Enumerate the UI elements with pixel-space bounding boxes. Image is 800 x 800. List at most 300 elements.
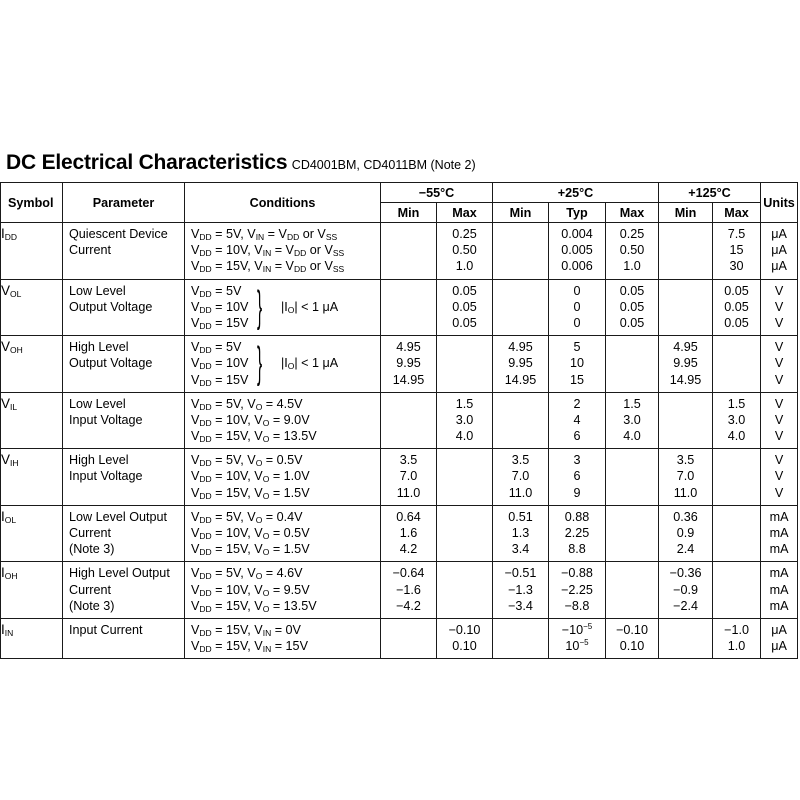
units-value: V — [774, 469, 784, 484]
typ-25c-value: 4 — [573, 412, 581, 427]
typ-25c-value: 2.25 — [564, 526, 590, 540]
condition-line: $V_{DD} = 10V$, $V_O = 0.5V$ — [191, 526, 310, 541]
min-25c-value — [493, 226, 548, 242]
min-55c-value — [381, 283, 436, 299]
condition-line: $V_{DD} = 10V$, $V_O = 1.0V$ — [191, 469, 310, 485]
max-55c-value: 1.5 — [455, 396, 474, 411]
condition-line: $V_{DD} = 15V$ — [191, 315, 249, 331]
header-min: Min — [381, 203, 437, 223]
header-min: Min — [659, 203, 713, 223]
parameter-text: Output Voltage — [69, 299, 153, 314]
min-25c-value — [493, 258, 548, 274]
max-125c-cell — [713, 392, 761, 449]
max-25c-value — [606, 452, 658, 468]
parameter-cell — [63, 449, 185, 506]
parameter-text: Low Level — [69, 396, 126, 411]
symbol-cell — [1, 336, 63, 393]
max-55c-value: 4.0 — [455, 429, 474, 444]
section-title — [6, 151, 476, 175]
condition-line: $V_{DD} = 10V$ — [191, 299, 249, 315]
min-125c-cell — [659, 449, 713, 506]
units-value: V — [774, 453, 784, 468]
max-55c-value — [437, 509, 492, 525]
min-25c-value — [493, 622, 548, 638]
parameter-text: Input Voltage — [69, 412, 143, 427]
parameter-cell — [63, 562, 185, 619]
parameter-cell — [63, 279, 185, 336]
max-55c-value — [437, 598, 492, 614]
min-55c-value — [381, 258, 436, 274]
condition-line: $V_{DD} = 5V$, $V_O = 4.6V$ — [191, 566, 303, 582]
max-125c-value: 7.5 — [727, 227, 746, 241]
max-25c-cell — [606, 618, 659, 658]
typ-25c-value: 0 — [573, 315, 581, 330]
min-125c-value: 14.95 — [669, 372, 702, 387]
min-55c-value — [381, 428, 436, 444]
condition-line: $V_{DD} = 15V$, $V_O = 1.5V$ — [191, 542, 310, 558]
max-125c-value: 15 — [729, 243, 744, 258]
condition-line: $V_{DD} = 10V$ — [191, 356, 249, 372]
min-55c-cell — [381, 618, 437, 658]
parameter-text: High Level — [69, 340, 129, 355]
max-55c-cell — [437, 223, 493, 280]
min-55c-value: 1.6 — [399, 526, 418, 540]
max-25c-cell — [606, 505, 659, 562]
header-units: Units — [761, 183, 798, 223]
min-125c-value — [659, 396, 712, 412]
max-25c-value — [606, 372, 658, 388]
units-value: V — [774, 485, 784, 500]
typ-25c-value: 0.88 — [564, 509, 590, 524]
max-55c-cell — [437, 336, 493, 393]
min-55c-value — [381, 315, 436, 331]
units-cell — [761, 449, 798, 506]
min-125c-value: 11.0 — [673, 485, 698, 500]
min-125c-value: 4.95 — [673, 340, 698, 355]
max-25c-value — [606, 541, 658, 557]
min-55c-value — [381, 299, 436, 315]
title-parts: CD4001BM, CD4011BM (Note 2) — [291, 158, 476, 172]
max-25c-value — [606, 565, 658, 581]
min-25c-value: −1.3 — [508, 582, 533, 597]
min-55c-value: 14.95 — [392, 372, 425, 387]
conditions-cell — [185, 618, 381, 658]
min-125c-value: 7.0 — [676, 469, 695, 484]
min-125c-value: 0.9 — [676, 526, 695, 540]
min-125c-cell — [659, 505, 713, 562]
max-55c-value: 0.10 — [452, 639, 477, 654]
min-55c-value — [381, 412, 436, 428]
units-cell — [761, 223, 798, 280]
parameter-text: Current — [69, 582, 111, 597]
max-25c-value — [606, 582, 658, 598]
table-row — [1, 392, 798, 449]
max-125c-value: 3.0 — [727, 412, 746, 427]
min-25c-value: 1.3 — [511, 526, 530, 540]
max-125c-cell — [713, 562, 761, 619]
min-25c-cell — [493, 449, 549, 506]
max-25c-value: 0.05 — [619, 315, 645, 330]
min-25c-value — [493, 396, 548, 412]
min-25c-value: 4.95 — [508, 340, 533, 355]
max-25c-value: 4.0 — [623, 429, 641, 444]
min-55c-cell — [381, 449, 437, 506]
condition-line: $V_{DD} = 15V$, $V_O = 13.5V$ — [191, 598, 317, 614]
parameter-text: (Note 3) — [69, 542, 115, 557]
symbol-text: $V_{OL}$ — [1, 282, 22, 299]
max-25c-value — [606, 355, 658, 371]
min-125c-value: −0.36 — [669, 566, 702, 581]
typ-25c-value: 10 — [569, 356, 584, 371]
condition-line: $V_{DD} = 10V$, $V_O = 9.0V$ — [191, 412, 310, 428]
max-55c-value — [437, 525, 492, 541]
min-125c-value — [659, 226, 712, 242]
min-125c-value — [659, 299, 712, 315]
units-cell — [761, 392, 798, 449]
condition-note: $|I_O| < 1$ μA — [281, 299, 339, 315]
max-25c-value: 0.10 — [619, 639, 645, 654]
condition-note: $|I_O| < 1$ μA — [281, 356, 339, 372]
max-25c-value: 3.0 — [623, 412, 641, 427]
parameter-text: High Level — [69, 453, 129, 468]
parameter-text: Current — [69, 526, 111, 540]
parameter-text: Output Voltage — [69, 356, 153, 371]
symbol-text: $I_{IN}$ — [1, 621, 14, 638]
min-55c-cell — [381, 223, 437, 280]
typ-25c-value: 9 — [573, 485, 581, 500]
min-25c-value — [493, 638, 548, 654]
symbol-cell — [1, 279, 63, 336]
max-25c-value: 0.50 — [619, 243, 645, 258]
table-row — [1, 279, 798, 336]
dc-characteristics-table — [0, 182, 798, 659]
parameter-cell — [63, 223, 185, 280]
header-max: Max — [437, 203, 493, 223]
max-125c-cell — [713, 223, 761, 280]
condition-line: $V_{DD} = 15V$, $V_{IN} = V_{DD}$ or $V_{SS}$ — [191, 259, 345, 275]
min-55c-value: −4.2 — [396, 598, 421, 613]
symbol-text: $I_{DD}$ — [1, 226, 18, 242]
units-value: V — [774, 283, 784, 298]
max-55c-value: 0.05 — [452, 315, 477, 330]
min-55c-value: 3.5 — [399, 453, 418, 468]
units-cell — [761, 336, 798, 393]
units-value: mA — [769, 582, 789, 597]
max-25c-cell — [606, 223, 659, 280]
typ-25c-value: 0.004 — [561, 227, 593, 241]
min-25c-cell — [493, 336, 549, 393]
min-25c-value — [493, 412, 548, 428]
units-value: μA — [771, 243, 787, 258]
typ-25c-cell — [549, 562, 606, 619]
condition-line: $V_{DD} = 10V$, $V_{IN} = V_{DD}$ or $V_{SS}$ — [191, 243, 345, 259]
condition-line: $V_{DD} = 5V$ — [191, 340, 242, 356]
symbol-cell — [1, 392, 63, 449]
min-25c-value: 11.0 — [508, 485, 533, 500]
typ-25c-value: 0.005 — [561, 243, 593, 258]
max-125c-cell — [713, 336, 761, 393]
max-125c-value — [713, 582, 760, 598]
table-row — [1, 223, 798, 280]
brace-glyph: } — [257, 338, 263, 388]
table-row — [1, 618, 798, 658]
parameter-text: High Level Output — [69, 566, 170, 581]
max-55c-value — [437, 468, 492, 484]
typ-25c-cell — [549, 279, 606, 336]
min-55c-value: 4.2 — [399, 542, 418, 557]
typ-25c-value: 0 — [573, 283, 581, 298]
max-55c-cell — [437, 449, 493, 506]
max-55c-value: −0.10 — [448, 622, 481, 637]
max-125c-value — [713, 598, 760, 614]
symbol-cell — [1, 449, 63, 506]
typ-25c-value: 2 — [573, 396, 581, 411]
condition-line: $V_{DD} = 15V$, $V_O = 13.5V$ — [191, 429, 317, 445]
max-55c-cell — [437, 505, 493, 562]
typ-25c-cell — [549, 618, 606, 658]
units-cell — [761, 618, 798, 658]
max-55c-value — [437, 565, 492, 581]
min-55c-value: −0.64 — [392, 566, 425, 581]
units-value: V — [774, 340, 784, 355]
units-value: mA — [769, 509, 789, 524]
typ-25c-cell — [549, 505, 606, 562]
condition-line: $V_{DD} = 15V$, $V_{IN} = 15V$ — [191, 639, 308, 655]
max-125c-value: −1.0 — [724, 622, 749, 637]
min-125c-value — [659, 283, 712, 299]
conditions-cell — [185, 562, 381, 619]
max-125c-value — [713, 565, 760, 581]
max-125c-value: 1.0 — [727, 639, 746, 654]
header-typ: Typ — [549, 203, 606, 223]
parameter-text: Low Level — [69, 283, 126, 298]
max-125c-cell — [713, 449, 761, 506]
typ-25c-value: 5 — [573, 340, 581, 355]
header-parameter: Parameter — [63, 183, 185, 223]
min-125c-cell — [659, 618, 713, 658]
parameter-text: Input Current — [69, 622, 143, 637]
typ-25c-value: −0.88 — [561, 566, 593, 581]
min-55c-cell — [381, 562, 437, 619]
max-125c-cell — [713, 279, 761, 336]
min-125c-value: 2.4 — [676, 542, 695, 557]
typ-25c-value: 3 — [573, 453, 581, 468]
conditions-cell — [185, 223, 381, 280]
min-55c-value: 7.0 — [399, 469, 418, 484]
parameter-text: Input Voltage — [69, 469, 143, 484]
max-25c-cell — [606, 336, 659, 393]
symbol-text: $V_{IL}$ — [1, 395, 18, 412]
max-125c-value: 30 — [729, 259, 744, 274]
conditions-cell — [185, 505, 381, 562]
min-25c-value: 14.95 — [504, 372, 537, 387]
min-125c-value — [659, 622, 712, 638]
min-55c-cell — [381, 505, 437, 562]
typ-25c-value: 0.006 — [561, 259, 593, 274]
header-temp-minus55: −55°C — [381, 183, 493, 203]
max-25c-cell — [606, 392, 659, 449]
typ-25c-value: 6 — [573, 429, 581, 444]
max-55c-value — [437, 372, 492, 388]
min-55c-value: 9.95 — [396, 356, 421, 371]
units-value: mA — [769, 598, 789, 613]
max-55c-value: 3.0 — [455, 412, 474, 427]
typ-25c-cell — [549, 223, 606, 280]
condition-line: $V_{DD} = 5V$, $V_O = 0.4V$ — [191, 509, 303, 525]
min-25c-value: 7.0 — [511, 469, 530, 484]
condition-line: $V_{DD} = 5V$, $V_O = 0.5V$ — [191, 453, 303, 469]
symbol-text: $I_{OH}$ — [1, 565, 18, 582]
min-25c-value — [493, 315, 548, 331]
units-value: V — [774, 372, 784, 387]
max-125c-value: 0.05 — [724, 299, 749, 314]
units-value: mA — [769, 526, 789, 540]
min-55c-value — [381, 622, 436, 638]
max-55c-cell — [437, 392, 493, 449]
condition-line: $V_{DD} = 15V$, $V_O = 1.5V$ — [191, 485, 310, 501]
header-symbol: Symbol — [1, 183, 63, 223]
min-125c-value — [659, 638, 712, 654]
min-55c-cell — [381, 336, 437, 393]
max-125c-value: 0.05 — [724, 283, 749, 298]
parameter-text: (Note 3) — [69, 598, 115, 613]
max-25c-value: 0.25 — [619, 227, 645, 241]
min-55c-cell — [381, 279, 437, 336]
min-125c-value — [659, 242, 712, 258]
condition-line: $V_{DD} = 15V$, $V_{IN} = 0V$ — [191, 622, 301, 638]
units-value: V — [774, 299, 784, 314]
min-25c-value — [493, 299, 548, 315]
max-25c-value: 1.0 — [623, 259, 641, 274]
typ-25c-value: −2.25 — [561, 582, 593, 597]
max-25c-value — [606, 509, 658, 525]
units-value: V — [774, 315, 784, 330]
min-25c-cell — [493, 279, 549, 336]
max-25c-value — [606, 339, 658, 355]
min-25c-value: −0.51 — [504, 566, 537, 581]
min-25c-cell — [493, 392, 549, 449]
min-55c-value: 4.95 — [396, 340, 421, 355]
max-125c-value — [713, 485, 760, 501]
max-125c-value — [713, 355, 760, 371]
table-row — [1, 336, 798, 393]
min-25c-value — [493, 283, 548, 299]
min-125c-cell — [659, 336, 713, 393]
typ-25c-value: 8.8 — [568, 542, 586, 557]
typ-25c-value: −8.8 — [564, 598, 590, 613]
max-25c-value: 1.5 — [623, 396, 641, 411]
max-55c-value — [437, 582, 492, 598]
min-125c-value: −0.9 — [673, 582, 698, 597]
max-25c-value — [606, 485, 658, 501]
conditions-cell — [185, 392, 381, 449]
header-min: Min — [493, 203, 549, 223]
min-125c-value: 0.36 — [673, 509, 698, 524]
symbol-cell — [1, 505, 63, 562]
parameter-cell — [63, 505, 185, 562]
max-25c-cell — [606, 279, 659, 336]
typ-25c-value: $10^{-5}$ — [565, 638, 589, 654]
max-125c-value: 0.05 — [724, 315, 749, 330]
units-value: μA — [771, 639, 787, 654]
max-55c-value: 0.25 — [452, 227, 477, 241]
units-value: μA — [771, 227, 787, 241]
parameter-text: Current — [69, 243, 111, 258]
max-55c-value: 0.05 — [452, 299, 477, 314]
max-55c-value — [437, 541, 492, 557]
max-125c-cell — [713, 505, 761, 562]
min-55c-value — [381, 242, 436, 258]
condition-line: $V_{DD} = 10V$, $V_O = 9.5V$ — [191, 582, 310, 598]
min-125c-cell — [659, 279, 713, 336]
typ-25c-value: 6 — [573, 469, 581, 484]
max-125c-value — [713, 468, 760, 484]
max-55c-cell — [437, 618, 493, 658]
min-25c-value — [493, 242, 548, 258]
units-value: V — [774, 412, 784, 427]
units-value: μA — [771, 622, 787, 637]
min-25c-cell — [493, 223, 549, 280]
header-temp-25: +25°C — [493, 183, 659, 203]
max-55c-value — [437, 452, 492, 468]
symbol-text: $V_{IH}$ — [1, 452, 19, 469]
units-value: mA — [769, 566, 789, 581]
condition-line: $V_{DD} = 5V$, $V_O = 4.5V$ — [191, 396, 303, 412]
max-25c-value — [606, 525, 658, 541]
max-125c-value — [713, 339, 760, 355]
min-55c-value — [381, 396, 436, 412]
max-25c-value — [606, 598, 658, 614]
max-125c-cell — [713, 618, 761, 658]
max-125c-value — [713, 541, 760, 557]
min-125c-value: 3.5 — [676, 453, 695, 468]
min-55c-cell — [381, 392, 437, 449]
max-55c-cell — [437, 562, 493, 619]
min-125c-cell — [659, 562, 713, 619]
max-25c-cell — [606, 562, 659, 619]
units-value: V — [774, 429, 784, 444]
symbol-cell — [1, 618, 63, 658]
parameter-cell — [63, 336, 185, 393]
min-125c-value — [659, 428, 712, 444]
header-max: Max — [713, 203, 761, 223]
min-125c-value — [659, 412, 712, 428]
max-55c-value: 1.0 — [455, 259, 474, 274]
typ-25c-value: 0 — [573, 299, 581, 314]
min-25c-value: 3.5 — [511, 453, 530, 468]
min-25c-cell — [493, 505, 549, 562]
max-55c-value: 0.50 — [452, 243, 477, 258]
condition-line: $V_{DD} = 5V$ — [191, 283, 242, 299]
min-125c-value — [659, 258, 712, 274]
min-125c-value — [659, 315, 712, 331]
parameter-text: Low Level Output — [69, 509, 168, 524]
min-55c-value: −1.6 — [396, 582, 421, 597]
brace-glyph: } — [257, 281, 263, 331]
typ-25c-value: 15 — [569, 372, 584, 387]
table-row — [1, 562, 798, 619]
min-125c-cell — [659, 392, 713, 449]
units-value: μA — [771, 259, 787, 274]
header-temp-125: +125°C — [659, 183, 761, 203]
units-cell — [761, 279, 798, 336]
min-125c-cell — [659, 223, 713, 280]
condition-line: $V_{DD} = 15V$ — [191, 372, 249, 388]
max-125c-value: 4.0 — [727, 429, 746, 444]
max-125c-value — [713, 509, 760, 525]
condition-line: $V_{DD} = 5V$, $V_{IN} = V_{DD}$ or $V_{SS}$ — [191, 227, 338, 242]
symbol-cell — [1, 223, 63, 280]
